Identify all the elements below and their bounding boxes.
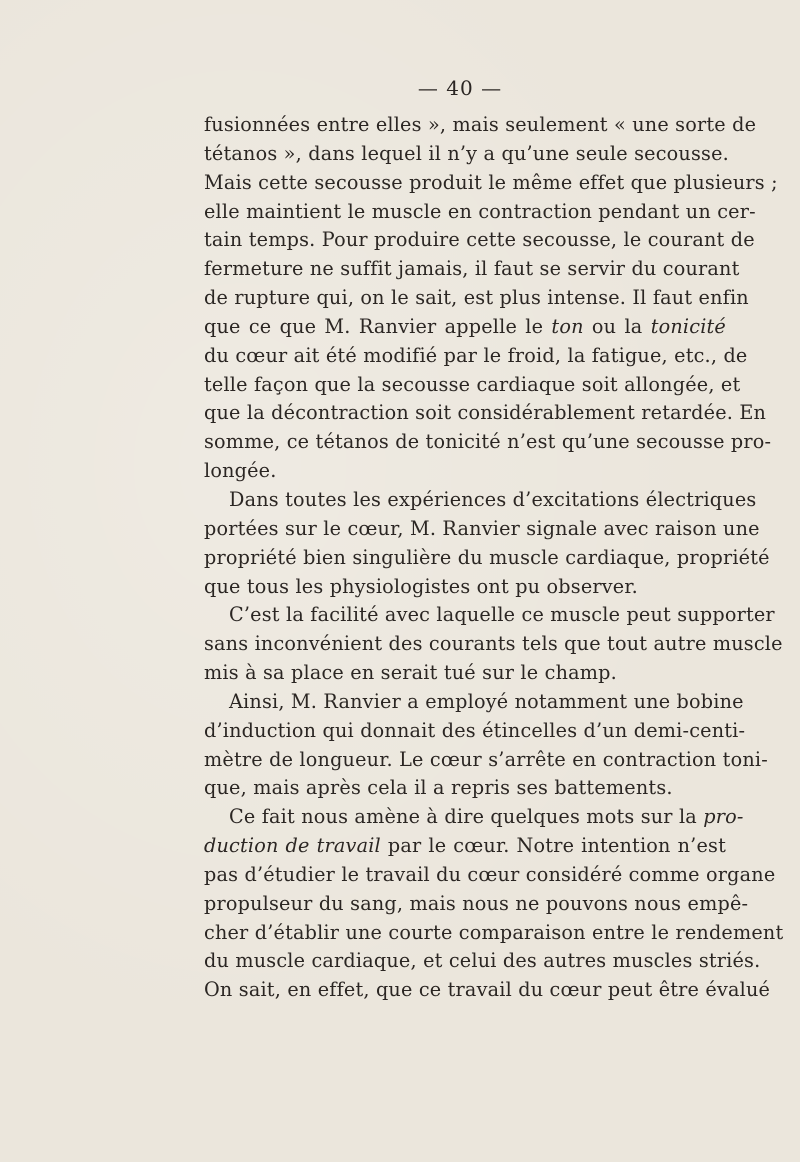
text-line-30: du muscle cardiaque, et celui des autres muscles striés. — [204, 949, 761, 973]
text-line-29: cher d’établir une courte comparaison entre le rendement — [204, 920, 784, 944]
italic-term-ton: ton — [551, 314, 584, 338]
text-line-16: propriété bien singulière du muscle cardiaque, propriété — [204, 545, 770, 569]
text-line-5: tain temps. Pour produire cette secousse, le courant de — [204, 228, 755, 252]
text-line-18: C’est la facilité avec laquelle ce muscle peut supporter — [229, 603, 775, 627]
text-line-7: de rupture qui, on le sait, est plus intense. Il faut enfin — [204, 286, 749, 310]
text-line-14: Dans toutes les expériences d’excitations électriques — [229, 487, 757, 511]
text-line-11: que la décontraction soit considérablement retardée. En — [204, 401, 767, 425]
text-line-12: somme, ce tétanos de tonicité n’est qu’une secousse pro- — [204, 430, 772, 454]
text-line-24: que, mais après cela il a repris ses battements. — [204, 776, 673, 800]
text-line-6: fermeture ne suffit jamais, il faut se servir du courant — [204, 257, 740, 281]
text-line-13: longée. — [204, 459, 277, 483]
body-text — [204, 111, 784, 1005]
text-line-28: propulseur du sang, mais nous ne pouvons nous empê- — [204, 891, 749, 915]
italic-term-tonicite: tonicité — [650, 314, 726, 338]
text-line-20: mis à sa place en serait tué sur le champ. — [204, 661, 617, 685]
text-line-10: telle façon que la secousse cardiaque soit allongée, et — [204, 372, 741, 396]
text-line-15: portées sur le cœur, M. Ranvier signale avec raison une — [204, 516, 760, 540]
italic-term-duction-de-travail: duction de travail — [204, 834, 381, 858]
text-line-8: que ce que M. Ranvier appelle le ton ou la tonicité — [204, 314, 726, 338]
text-line-3: Mais cette secousse produit le même effet que plusieurs ; — [204, 170, 778, 194]
text-line-4: elle maintient le muscle en contraction pendant un cer- — [204, 199, 756, 223]
text-line-26: duction de travail par le cœur. Notre intention n’est — [204, 834, 726, 858]
text-line-31: On sait, en effet, que ce travail du cœur peut être évalué — [204, 978, 771, 1002]
text-line-22: d’induction qui donnait des étincelles d’un demi-centi- — [204, 718, 746, 742]
text-line-25: Ce fait nous amène à dire quelques mots sur la pro- — [229, 805, 744, 829]
text-line-27: pas d’étudier le travail du cœur considéré comme organe — [204, 862, 776, 886]
text-line-2: tétanos », dans lequel il n’y a qu’une seule secousse. — [204, 141, 729, 165]
text-line-23: mètre de longueur. Le cœur s’arrête en contraction toni- — [204, 747, 768, 771]
text-line-19: sans inconvénient des courants tels que tout autre muscle — [204, 632, 783, 656]
italic-term-production: pro- — [703, 805, 744, 829]
page-number: — 40 — — [417, 76, 503, 100]
text-line-21: Ainsi, M. Ranvier a employé notamment une bobine — [229, 689, 744, 713]
text-line-9: du cœur ait été modifié par le froid, la fatigue, etc., de — [204, 343, 748, 367]
text-line-17: que tous les physiologistes ont pu observer. — [204, 574, 638, 598]
text-line-1: fusionnées entre elles », mais seulement « une sorte de — [204, 113, 757, 136]
